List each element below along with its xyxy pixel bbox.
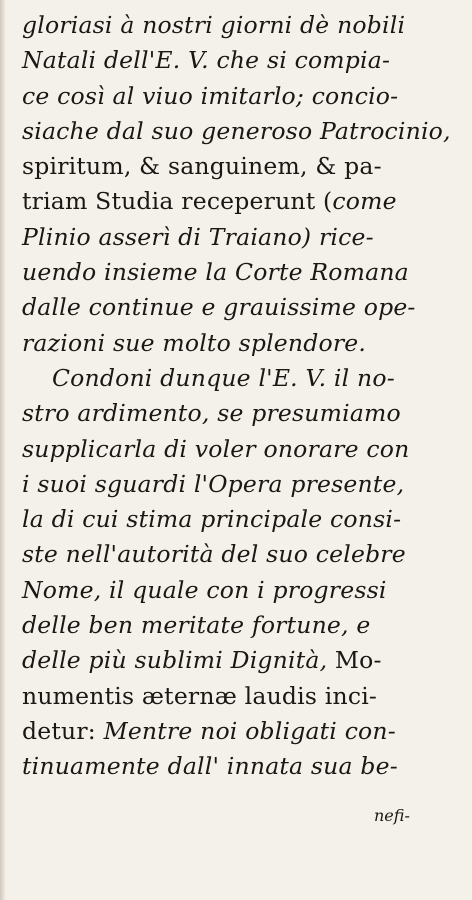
text-segment: i suoi sguardi l'Opera presente, bbox=[22, 469, 405, 498]
text-segment: tinuamente dall' innata sua be- bbox=[22, 752, 398, 781]
text-line bbox=[22, 714, 414, 749]
page-edge-shadow bbox=[0, 0, 6, 900]
text-segment: Nome, il quale con i progressi bbox=[22, 575, 387, 604]
text-segment: uendo insieme la Corte Romana bbox=[22, 258, 409, 287]
text-segment: delle ben meritate fortune, e bbox=[22, 611, 371, 640]
text-line bbox=[22, 467, 414, 502]
text-line bbox=[22, 114, 451, 149]
text-segment: stro ardimento, se presumiamo bbox=[22, 399, 401, 428]
text-line bbox=[22, 79, 414, 114]
text-segment: Plinio asserì di Traiano) rice- bbox=[22, 222, 374, 251]
text-line bbox=[22, 149, 414, 184]
text-segment: numentis æternæ laudis inci- bbox=[22, 681, 378, 710]
text-segment: Condoni dunque l'E. V. il no- bbox=[52, 363, 395, 392]
text-segment: come bbox=[332, 187, 397, 216]
text-segment: triam Studia receperunt ( bbox=[22, 187, 333, 216]
text-segment: ce così al viuo imitarlo; concio- bbox=[22, 81, 399, 110]
text-line bbox=[22, 43, 414, 78]
text-line bbox=[22, 608, 414, 643]
text-segment: spiritum, & sanguinem, & pa- bbox=[22, 152, 382, 181]
text-line bbox=[22, 432, 414, 467]
text-segment: razioni sue molto splendore. bbox=[22, 328, 367, 357]
text-line bbox=[22, 679, 414, 714]
text-segment: la di cui stima principale consi- bbox=[22, 505, 402, 534]
text-segment: Mentre noi obligati con- bbox=[103, 716, 396, 745]
text-line bbox=[22, 396, 414, 431]
text-line bbox=[22, 326, 414, 361]
text-segment: ste nell'autorità del suo celebre bbox=[22, 540, 406, 569]
text-segment: Natali dell'E. V. che si compia- bbox=[22, 46, 391, 75]
text-line bbox=[22, 255, 414, 290]
body-text bbox=[22, 8, 451, 785]
text-line bbox=[22, 361, 414, 396]
text-line bbox=[22, 184, 414, 219]
text-segment: siache dal suo generoso Patrocinio, bbox=[22, 116, 451, 145]
text-line bbox=[22, 8, 414, 43]
text-segment: gloriasi à nostri giorni dè nobili bbox=[22, 11, 406, 39]
text-line bbox=[22, 290, 414, 325]
text-line bbox=[22, 537, 414, 572]
text-line bbox=[22, 643, 414, 678]
text-segment: Mo- bbox=[334, 646, 382, 675]
text-segment: detur: bbox=[22, 716, 104, 745]
text-line bbox=[22, 220, 414, 255]
catchword: nefi- bbox=[374, 806, 410, 825]
text-segment: delle più sublimi Dignità, bbox=[22, 646, 335, 675]
text-segment: dalle continue e grauissime ope- bbox=[22, 293, 416, 322]
text-segment: supplicarla di voler onorare con bbox=[22, 434, 410, 463]
text-line bbox=[22, 573, 414, 608]
text-line bbox=[22, 502, 414, 537]
text-line bbox=[22, 749, 414, 784]
